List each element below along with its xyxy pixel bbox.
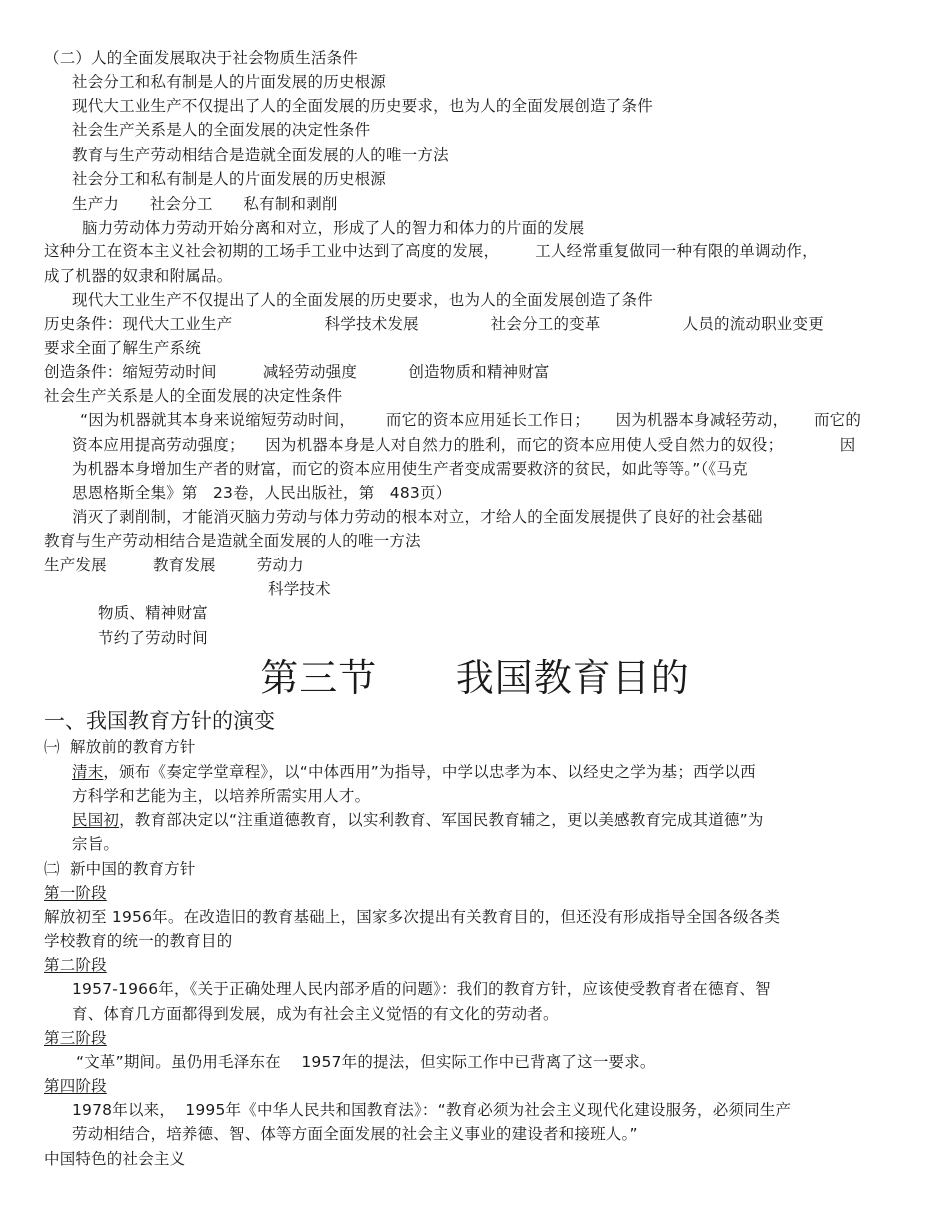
text-line: 脑力劳动体力劳动开始分离和对立，形成了人的智力和体力的片面的发展: [82, 219, 585, 237]
text-line: 成了机器的奴隶和附属品。: [44, 267, 233, 285]
text-line: 科学技术: [268, 580, 331, 598]
text-line: 思恩格斯全集》第 23卷，人民出版社，第 483页）: [72, 484, 452, 502]
text-line: 这种分工在资本主义社会初期的工场手工业中达到了高度的发展， 工人经常重复做同一种有限的单调动作，: [44, 242, 818, 260]
text-line: 节约了劳动时间: [98, 629, 208, 647]
text-line: 教育与生产劳动相结合是造就全面发展的人的唯一方法: [72, 146, 449, 164]
text-line: “因为机器就其本身来说缩短劳动时间， 而它的资本应用延长工作日； 因为机器本身减轻劳动， 而它的: [80, 411, 862, 429]
text-line: 方科学和艺能为主，以培养所需实用人才。: [72, 787, 371, 805]
text-line: 1978年以来， 1995年《中华人民共和国教育法》：“教育必须为社会主义现代化建设服务，必须同生产: [72, 1101, 792, 1119]
section-title: 第三节 我国教育目的: [260, 656, 690, 700]
text-line: [72, 810, 764, 830]
underlined-term: 民国初: [72, 811, 120, 829]
text-line: 劳动相结合，培养德、智、体等方面全面发展的社会主义事业的建设者和接班人。”: [72, 1125, 638, 1143]
stage-heading: 第二阶段: [44, 956, 107, 974]
text-line: 物质、精神财富: [98, 604, 208, 622]
text-line: （二）人的全面发展取决于社会物质生活条件: [44, 49, 359, 67]
text-fragment: ，教育部决定以“注重道德教育，以实利教育、军国民教育辅之，更以美感教育完成其道德”为: [119, 811, 764, 829]
text-line: 消灭了剥削制，才能消灭脑力劳动与体力劳动的根本对立，才给人的全面发展提供了良好的社会基础: [72, 508, 763, 526]
text-line: 社会生产关系是人的全面发展的决定性条件: [72, 121, 371, 139]
text-line: 社会分工和私有制是人的片面发展的历史根源: [72, 170, 387, 188]
text-line: 社会生产关系是人的全面发展的决定性条件: [44, 387, 343, 405]
text-line: 教育与生产劳动相结合是造就全面发展的人的唯一方法: [44, 532, 421, 550]
text-fragment: ，颁布《奏定学堂章程》，以“中体西用”为指导，中学以忠孝为本、以经史之学为基；西学以西: [103, 763, 756, 781]
text-line: 1957-1966年，《关于正确处理人民内部矛盾的问题》：我们的教育方针，应该使受教育者在德育、智: [72, 980, 771, 998]
stage-heading: 第一阶段: [44, 884, 107, 902]
text-line: 宗旨。: [72, 835, 120, 853]
text-line: 创造条件：缩短劳动时间 减轻劳动强度 创造物质和精神财富: [44, 363, 550, 381]
text-line: 历史条件：现代大工业生产 科学技术发展 社会分工的变革 人员的流动职业变更: [44, 315, 824, 333]
subsection-title: 一、我国教育方针的演变: [44, 709, 275, 733]
text-line: 要求全面了解生产系统: [44, 339, 202, 357]
stage-heading: 第三阶段: [44, 1029, 107, 1047]
text-line: 生产发展 教育发展 劳动力: [44, 556, 304, 574]
list-heading: ㈠ 解放前的教育方针: [44, 738, 196, 756]
text-line: [72, 762, 756, 782]
text-line: 现代大工业生产不仅提出了人的全面发展的历史要求，也为人的全面发展创造了条件: [72, 97, 653, 115]
text-line: 资本应用提高劳动强度； 因为机器本身是人对自然力的胜利，而它的资本应用使人受自然力的奴役； 因: [72, 436, 856, 454]
text-line: 现代大工业生产不仅提出了人的全面发展的历史要求，也为人的全面发展创造了条件: [72, 291, 653, 309]
text-line: 为机器本身增加生产者的财富，而它的资本应用使生产者变成需要救济的贫民，如此等等。”（《马克: [72, 460, 748, 478]
stage-heading: 第四阶段: [44, 1077, 107, 1095]
text-line: 学校教育的统一的教育目的: [44, 932, 233, 950]
text-line: 中国特色的社会主义: [44, 1150, 186, 1168]
text-line: “文革”期间。虽仍用毛泽东在 1957年的提法，但实际工作中已背离了这一要求。: [76, 1053, 656, 1071]
text-line: 育、体育几方面都得到发展，成为有社会主义觉悟的有文化的劳动者。: [72, 1005, 559, 1023]
text-line: 解放初至 1956年。在改造旧的教育基础上，国家多次提出有关教育目的，但还没有形成指导全国各级各类: [44, 908, 781, 926]
text-line: 生产力 社会分工 私有制和剥削: [72, 195, 338, 213]
text-line: 社会分工和私有制是人的片面发展的历史根源: [72, 73, 387, 91]
list-heading: ㈡ 新中国的教育方针: [44, 860, 196, 878]
underlined-term: 清末: [72, 763, 104, 781]
